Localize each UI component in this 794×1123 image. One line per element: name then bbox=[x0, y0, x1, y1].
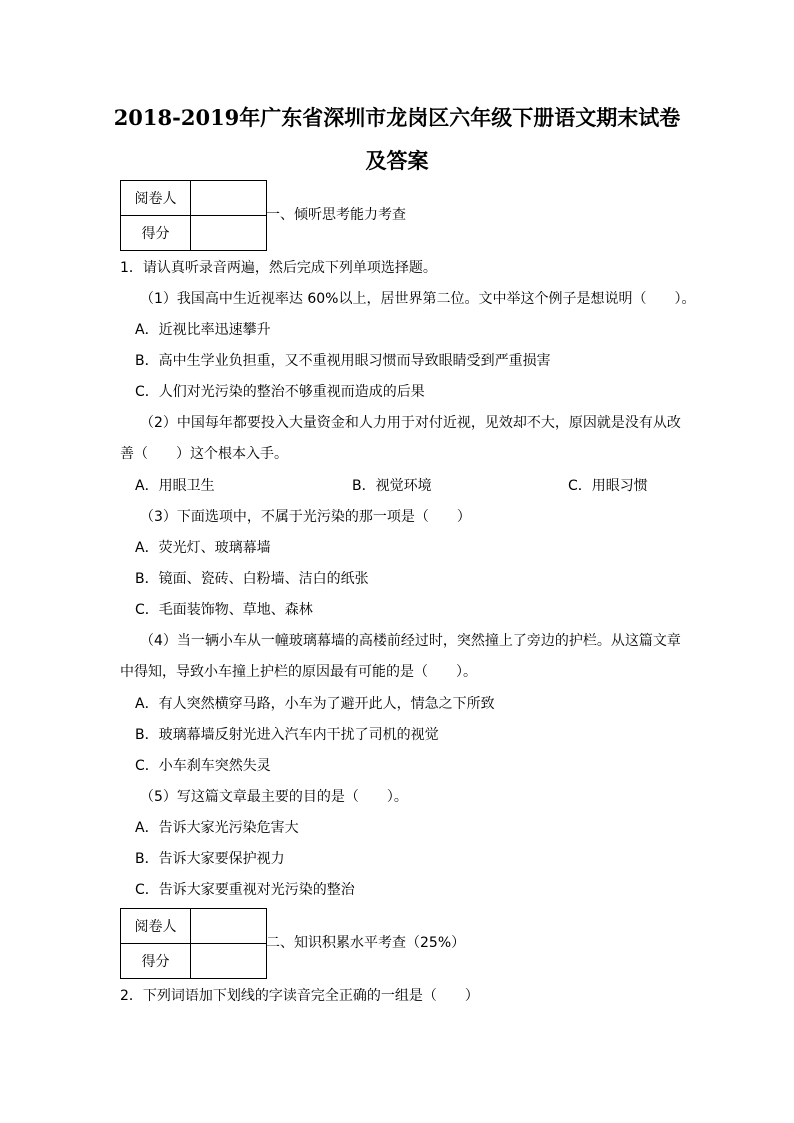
grader-label: 阅卷人 bbox=[121, 181, 191, 216]
question-1-3-option-b: B．镜面、瓷砖、白粉墙、洁白的纸张 bbox=[135, 571, 369, 587]
question-1-1-option-a: A．近视比率迅速攀升 bbox=[135, 322, 271, 338]
section-heading-1: 一、倾听思考能力考查 bbox=[266, 207, 406, 223]
question-1-4-option-c: C．小车刹车突然失灵 bbox=[135, 758, 271, 774]
question-1-5-option-a: A．告诉大家光污染危害大 bbox=[135, 820, 299, 836]
question-1-3-option-a: A．荧光灯、玻璃幕墙 bbox=[135, 540, 271, 556]
question-1-1-option-b: B．高中生学业负担重，又不重视用眼习惯而导致眼睛受到严重损害 bbox=[135, 353, 551, 369]
question-1-4-stem-line2: 中得知，导致小车撞上护栏的原因最有可能的是（ ）。 bbox=[120, 664, 477, 680]
grader-value-cell bbox=[191, 909, 267, 944]
score-label: 得分 bbox=[121, 944, 191, 979]
question-2-stem: 2．下列词语加下划线的字读音完全正确的一组是（ ） bbox=[120, 988, 479, 1004]
question-1-2-stem-line2: 善（ ）这个根本入手。 bbox=[120, 446, 288, 462]
question-1-2-option-b: B．视觉环境 bbox=[352, 478, 432, 494]
question-1-3-option-c: C．毛面装饰物、草地、森林 bbox=[135, 602, 313, 618]
question-1-2-option-c: C．用眼习惯 bbox=[568, 478, 648, 494]
question-1-5-option-c: C．告诉大家要重视对光污染的整治 bbox=[135, 882, 355, 898]
score-label: 得分 bbox=[121, 216, 191, 251]
score-box-section-2 bbox=[120, 908, 267, 979]
question-1-3-stem: （3）下面选项中，不属于光污染的那一项是（ ） bbox=[140, 509, 471, 525]
score-value-cell bbox=[191, 216, 267, 251]
question-1-5-stem: （5）写这篇文章最主要的目的是（ ）。 bbox=[140, 789, 408, 805]
question-1-stem: 1．请认真听录音两遍，然后完成下列单项选择题。 bbox=[120, 260, 437, 276]
question-1-4-option-a: A．有人突然横穿马路，小车为了避开此人，情急之下所致 bbox=[135, 696, 495, 712]
score-box-section-1 bbox=[120, 180, 267, 251]
document-title-line1: 2018-2019年广东省深圳市龙岗区六年级下册语文期末试卷 bbox=[113, 105, 681, 130]
grader-label: 阅卷人 bbox=[121, 909, 191, 944]
section-heading-2: 二、知识积累水平考查（25%） bbox=[266, 935, 466, 951]
document-title-line2: 及答案 bbox=[365, 148, 429, 173]
question-1-2-option-a: A．用眼卫生 bbox=[135, 478, 215, 494]
grader-value-cell bbox=[191, 181, 267, 216]
question-1-1-stem: （1）我国高中生近视率达 60%以上，居世界第二位。文中举这个例子是想说明（ ）。 bbox=[140, 291, 696, 307]
question-1-4-option-b: B．玻璃幕墙反射光进入汽车内干扰了司机的视觉 bbox=[135, 727, 439, 743]
question-1-1-option-c: C．人们对光污染的整治不够重视而造成的后果 bbox=[135, 384, 425, 400]
score-value-cell bbox=[191, 944, 267, 979]
question-1-4-stem-line1: （4）当一辆小车从一幢玻璃幕墙的高楼前经过时，突然撞上了旁边的护栏。从这篇文章 bbox=[140, 633, 681, 649]
question-1-2-stem-line1: （2）中国每年都要投入大量资金和人力用于对付近视，见效却不大，原因就是没有从改 bbox=[140, 415, 681, 431]
question-1-5-option-b: B．告诉大家要保护视力 bbox=[135, 851, 285, 867]
